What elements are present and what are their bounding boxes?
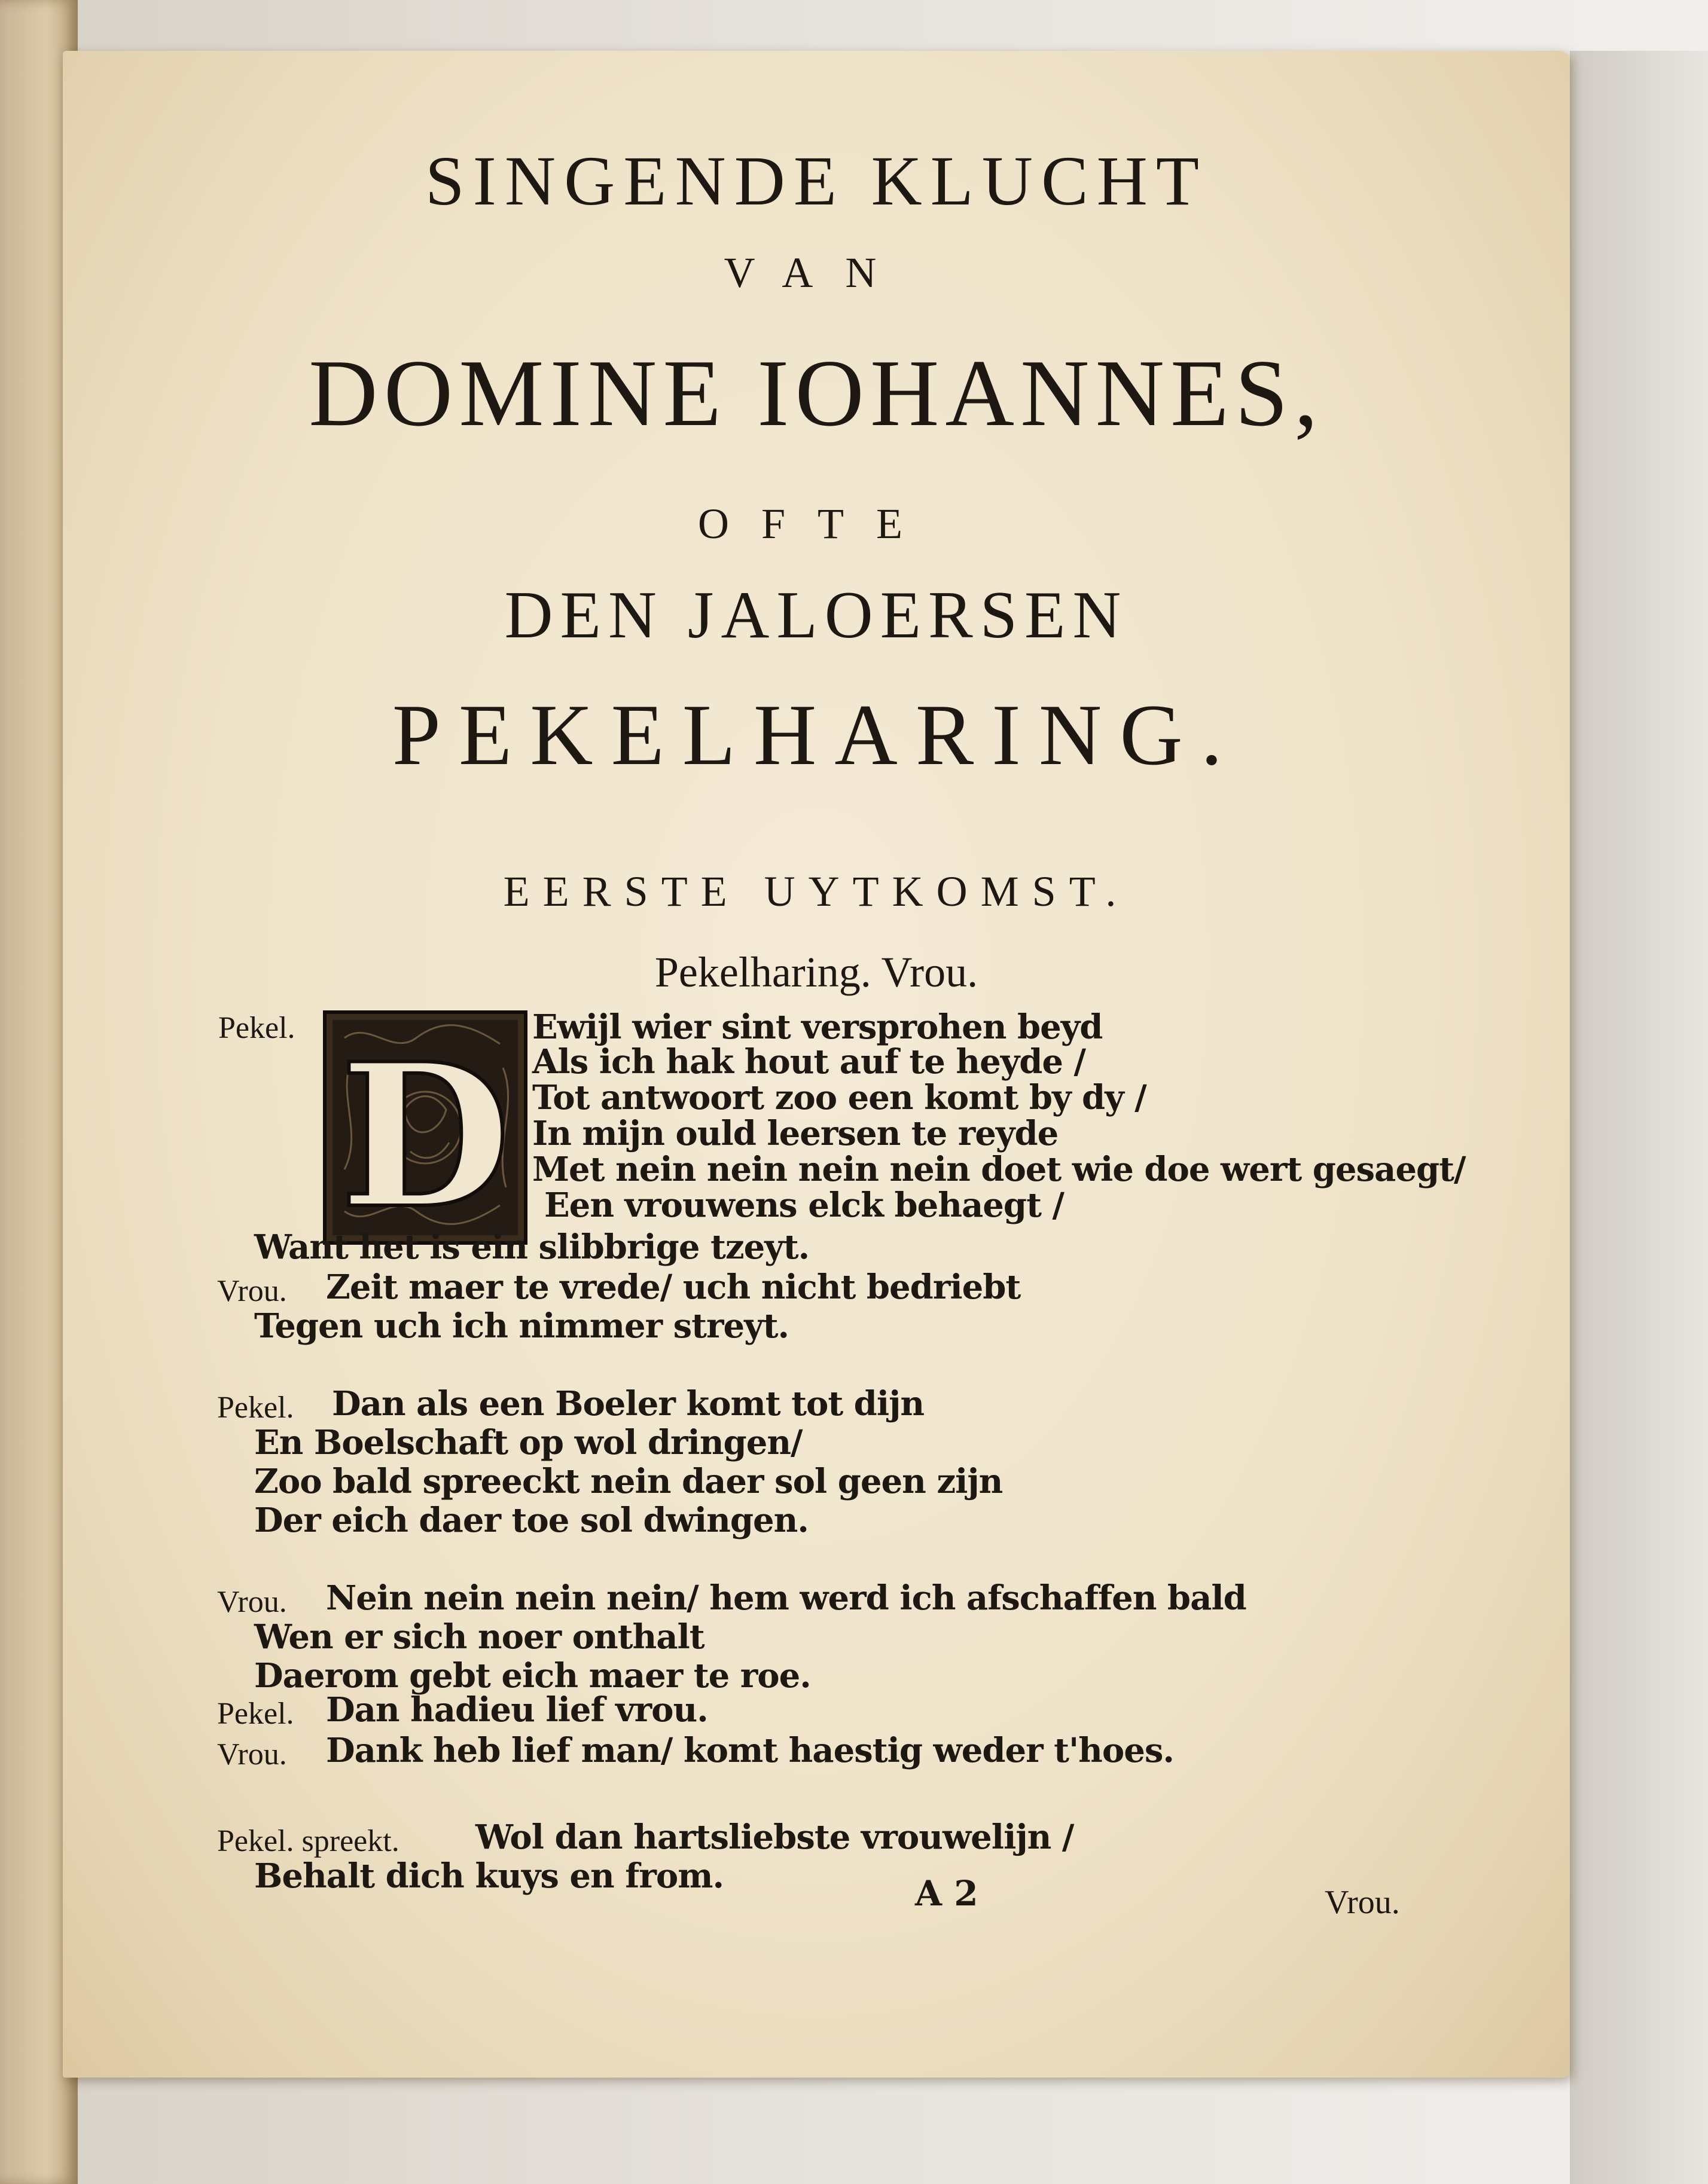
verse-line: En Boelschaft op wol dringen/ — [254, 1423, 803, 1462]
speaker-label: Vrou. — [217, 1737, 287, 1771]
title-line-2: VAN — [724, 249, 909, 297]
title-line-4: OFTE — [698, 500, 935, 548]
character-list: Pekelharing. Vrou. — [654, 948, 978, 996]
verse-line: Tegen uch ich nimmer streyt. — [254, 1306, 789, 1346]
verse-line: Een vrouwens elck behaegt / — [544, 1186, 1064, 1225]
title-line-6: PEKELHARING. — [392, 686, 1241, 783]
title-line-1: SINGENDE KLUCHT — [425, 142, 1207, 220]
verse-line: Daerom gebt eich maer te roe. — [254, 1656, 811, 1696]
verse-line: Dan hadieu lief vrou. — [326, 1690, 708, 1730]
act-heading: EERSTE UYTKOMST. — [503, 868, 1130, 915]
verse-line: Als ich hak hout auf te heyde / — [532, 1042, 1085, 1082]
verse-line: Zeit maer te vrede/ uch nicht bedriebt — [326, 1267, 1021, 1307]
verse-line: Dank heb lief man/ komt haestig weder t'hoes. — [326, 1731, 1174, 1770]
speaker-label: Pekel. spreekt. — [217, 1824, 399, 1858]
verse-line: Der eich daer toe sol dwingen. — [254, 1501, 809, 1540]
verse-line: Want het is ein slibbrige tzeyt. — [254, 1227, 810, 1267]
verse-line: Wol dan hartsliebste vrouwelijn / — [475, 1818, 1074, 1857]
title-line-5: DEN JALOERSEN — [504, 578, 1128, 652]
speaker-label: Pekel. — [217, 1391, 294, 1425]
speaker-label: Pekel. — [217, 1697, 294, 1731]
speaker-label: Vrou. — [217, 1274, 287, 1308]
verse-line: Dan als een Boeler komt tot dijn — [332, 1384, 925, 1424]
verse-line: Met nein nein nein nein doet wie doe wert gesaegt/ — [532, 1150, 1466, 1189]
speaker-label: Pekel. — [218, 1011, 295, 1045]
verse-line: Wen er sich noer onthalt — [254, 1617, 704, 1657]
book-page — [63, 51, 1570, 2078]
catchword: Vrou. — [1325, 1884, 1400, 1921]
initial-ornament-icon — [327, 1014, 524, 1241]
background-right — [1570, 51, 1708, 2184]
title-line-3: DOMINE IOHANNES, — [309, 340, 1324, 446]
verse-line: In mijn ould leersen te reyde — [532, 1114, 1059, 1153]
decorated-initial — [323, 1010, 527, 1245]
verse-line: Behalt dich kuys en from. — [254, 1856, 724, 1896]
verse-line: Tot antwoort zoo een komt by dy / — [532, 1078, 1146, 1117]
verse-line: Nein nein nein nein/ hem werd ich afschaffen bald — [326, 1578, 1246, 1618]
verse-line: Zoo bald spreeckt nein daer sol geen zijn — [254, 1462, 1003, 1501]
verse-line: Ewijl wier sint versprohen beyd — [532, 1007, 1103, 1047]
speaker-label: Vrou. — [217, 1585, 287, 1619]
svg-text:D: D — [339, 1020, 511, 1241]
signature-mark: A 2 — [915, 1873, 978, 1914]
